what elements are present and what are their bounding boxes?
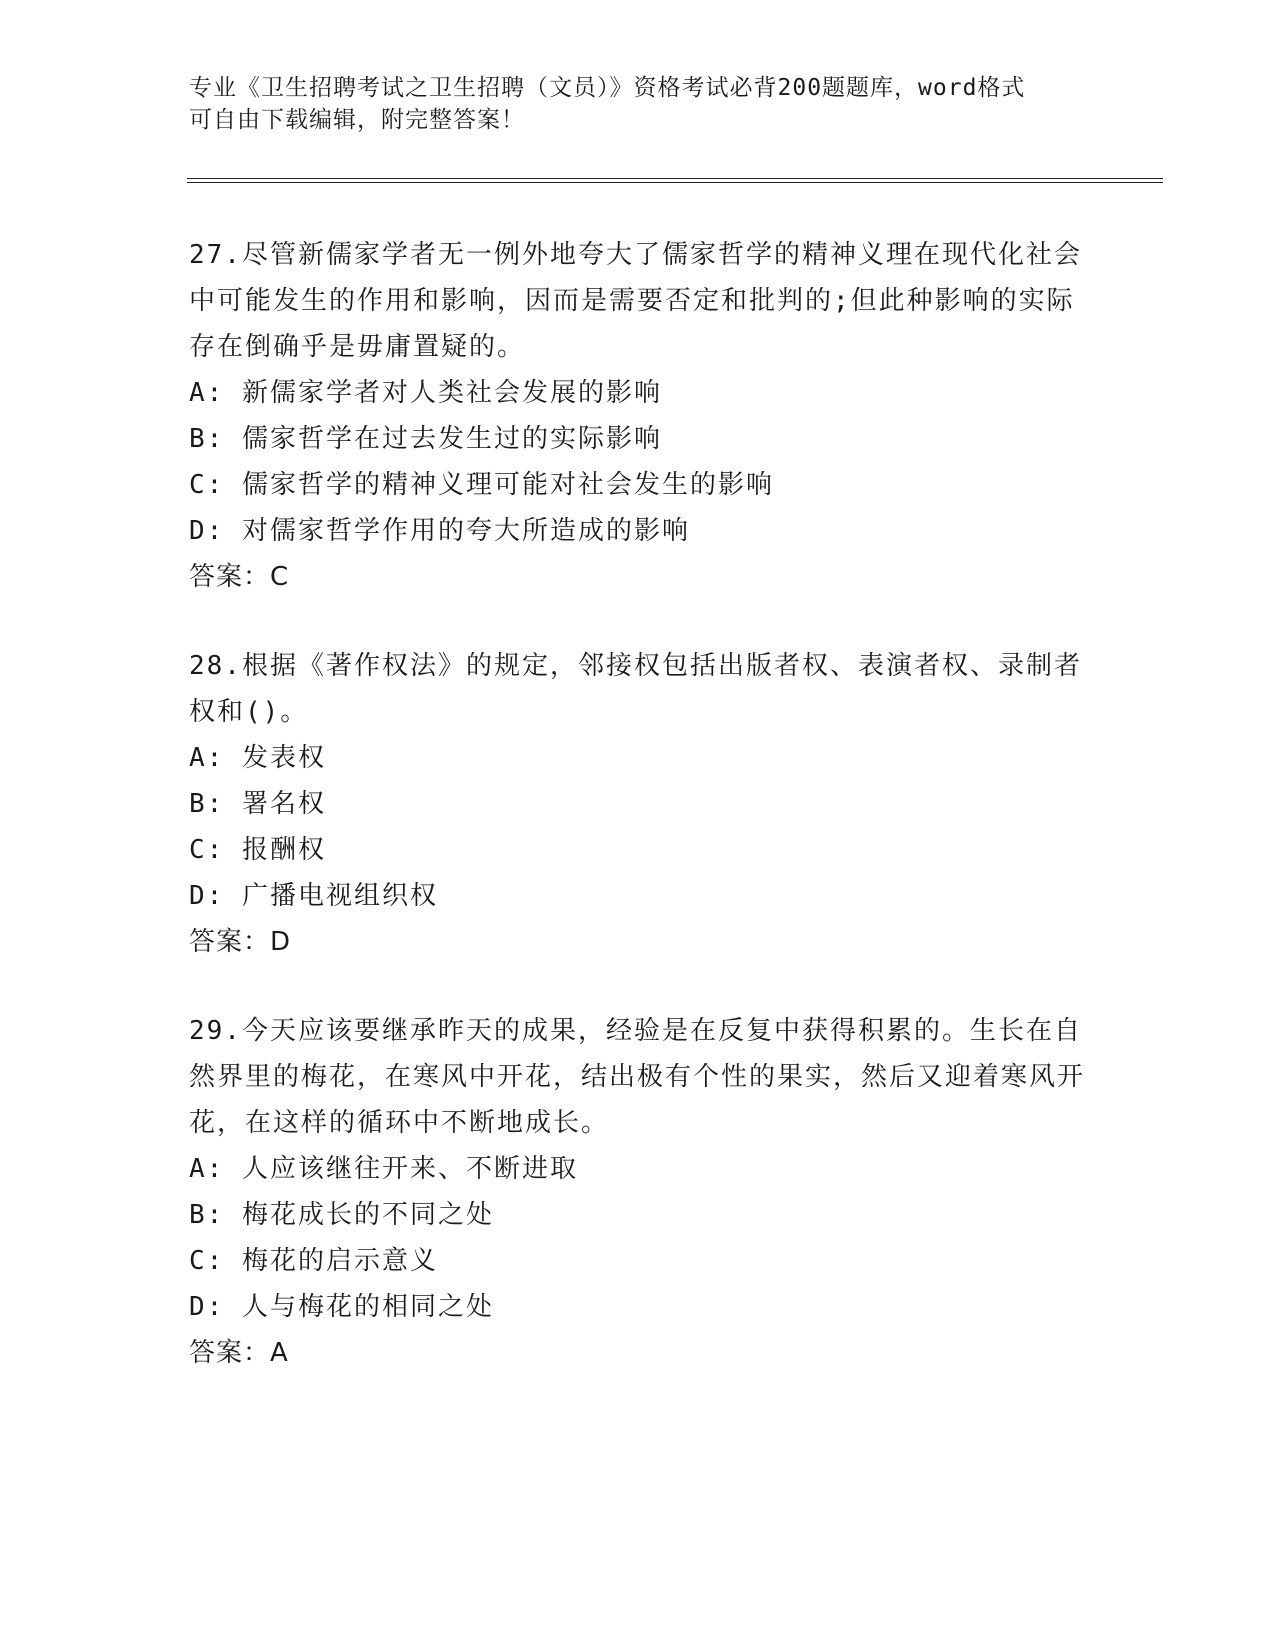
- answer-line: 答案：C: [189, 562, 290, 592]
- option-d: D: 广播电视组织权: [189, 881, 438, 911]
- answer-line: 答案：A: [189, 1338, 289, 1368]
- option-a: A: 新儒家学者对人类社会发展的影响: [189, 378, 662, 408]
- option-c: C: 儒家哲学的精神义理可能对社会发生的影响: [189, 470, 774, 500]
- question-28: [189, 643, 1089, 965]
- option-b: B: 署名权: [189, 789, 326, 819]
- option-c: C: 报酬权: [189, 835, 326, 865]
- option-a: A: 人应该继往开来、不断进取: [189, 1154, 578, 1184]
- question-27: [189, 232, 1089, 600]
- answer-line: 答案：D: [189, 927, 292, 957]
- option-a: A: 发表权: [189, 743, 326, 773]
- option-d: D: 对儒家哲学作用的夸大所造成的影响: [189, 516, 690, 546]
- document-header: [189, 72, 1089, 136]
- option-b: B: 儒家哲学在过去发生过的实际影响: [189, 424, 662, 454]
- question-stem: 29.今天应该要继承昨天的成果，经验是在反复中获得积累的。生长在自然界里的梅花，在寒风中开花，结出极有个性的果实，然后又迎着寒风开花，在这样的循环中不断地成长。: [189, 1016, 1086, 1138]
- header-divider: [187, 178, 1163, 183]
- header-line-2: 可自由下载编辑，附完整答案！: [189, 107, 525, 133]
- question-stem: 28.根据《著作权法》的规定，邻接权包括出版者权、表演者权、录制者权和()。: [189, 651, 1082, 727]
- question-list: [189, 232, 1089, 1419]
- question-stem: 27.尽管新儒家学者无一例外地夸大了儒家哲学的精神义理在现代化社会中可能发生的作用和影响，因而是需要否定和批判的;但此种影响的实际存在倒确乎是毋庸置疑的。: [189, 240, 1082, 362]
- header-line-1: 专业《卫生招聘考试之卫生招聘（文员）》资格考试必背200题题库，word格式: [189, 75, 1026, 101]
- question-29: [189, 1008, 1089, 1376]
- option-b: B: 梅花成长的不同之处: [189, 1200, 494, 1230]
- option-c: C: 梅花的启示意义: [189, 1246, 438, 1276]
- option-d: D: 人与梅花的相同之处: [189, 1292, 494, 1322]
